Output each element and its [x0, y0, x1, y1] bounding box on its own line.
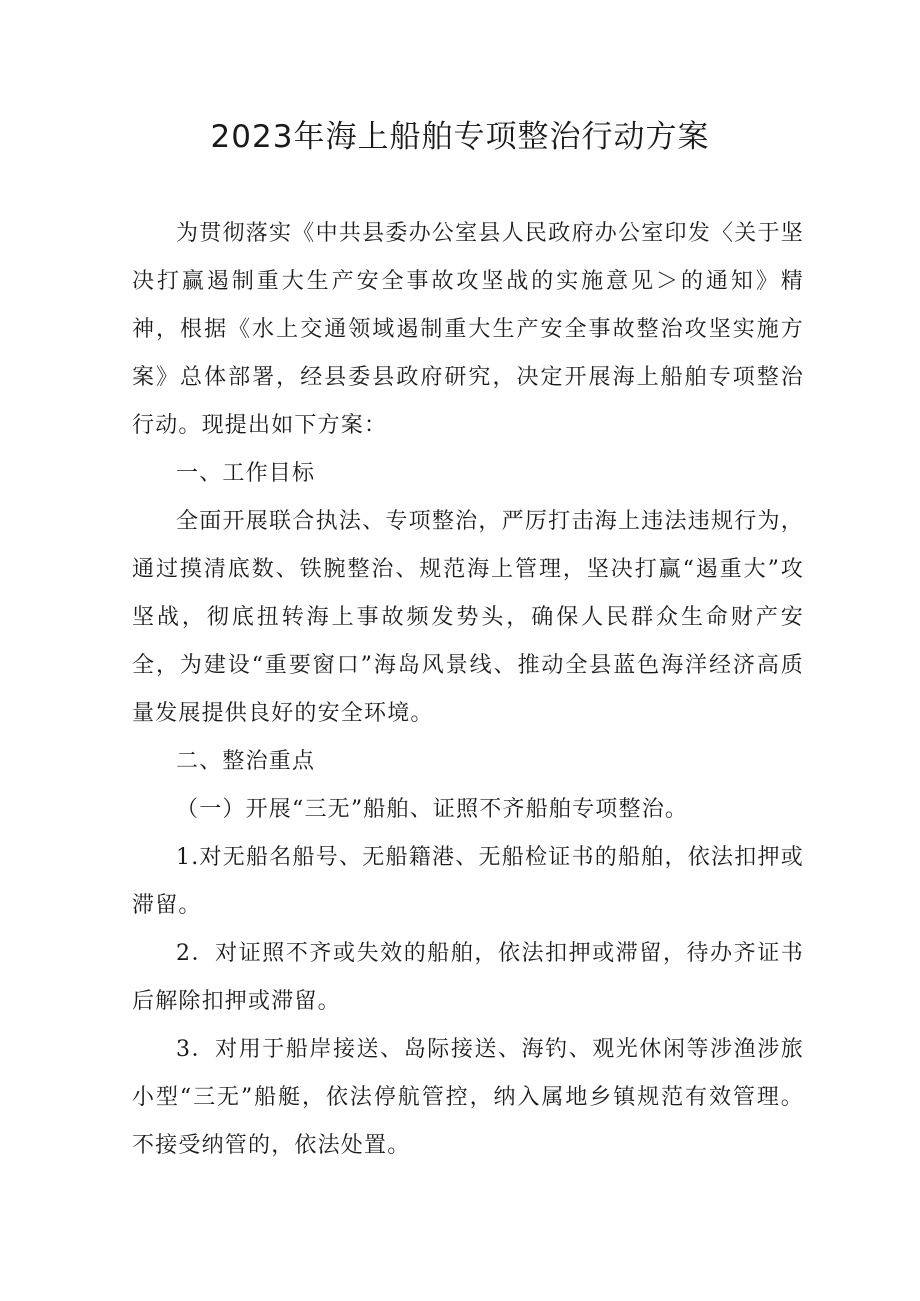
document-title: 2023年海上船舶专项整治行动方案 [210, 119, 710, 155]
goals-paragraph: 全面开展联合执法、专项整治，严厉打击海上违法违规行为，通过摸清底数、铁腕整治、规范海上管理，坚决打赢“遏重大”攻坚战，彻底扭转海上事故频发势头，确保人民群众生命财产安全，为建设“重要窗口”海岛风景线、推动全县蓝色海洋经济高质量发展提供良好的安全环境。 [132, 509, 804, 726]
subsection-heading-one: （一）开展“三无”船舶、证照不齐船舶专项整治。 [176, 797, 689, 822]
list-item-3: 3．对用于船岸接送、岛际接送、海钓、观光休闲等涉渔涉旅小型“三无”船艇，依法停航管控，纳入属地乡镇规范有效管理。不接受纳管的，依法处置。 [132, 1037, 804, 1158]
section-heading-goals: 一、工作目标 [176, 461, 316, 486]
section-heading-focus: 二、整治重点 [176, 749, 316, 774]
document-body [132, 210, 804, 1170]
list-item-1: 1.对无船名船号、无船籍港、无船检证书的船舶，依法扣押或滞留。 [132, 845, 804, 918]
intro-paragraph: 为贯彻落实《中共县委办公室县人民政府办公室印发〈关于坚决打赢遏制重大生产安全事故攻坚战的实施意见＞的通知》精神，根据《水上交通领域遏制重大生产安全事故整治攻坚实施方案》总体部署，经县委县政府研究，决定开展海上船舶专项整治行动。现提出如下方案： [132, 221, 804, 438]
list-item-2: 2．对证照不齐或失效的船舶，依法扣押或滞留，待办齐证书后解除扣押或滞留。 [132, 941, 804, 1014]
